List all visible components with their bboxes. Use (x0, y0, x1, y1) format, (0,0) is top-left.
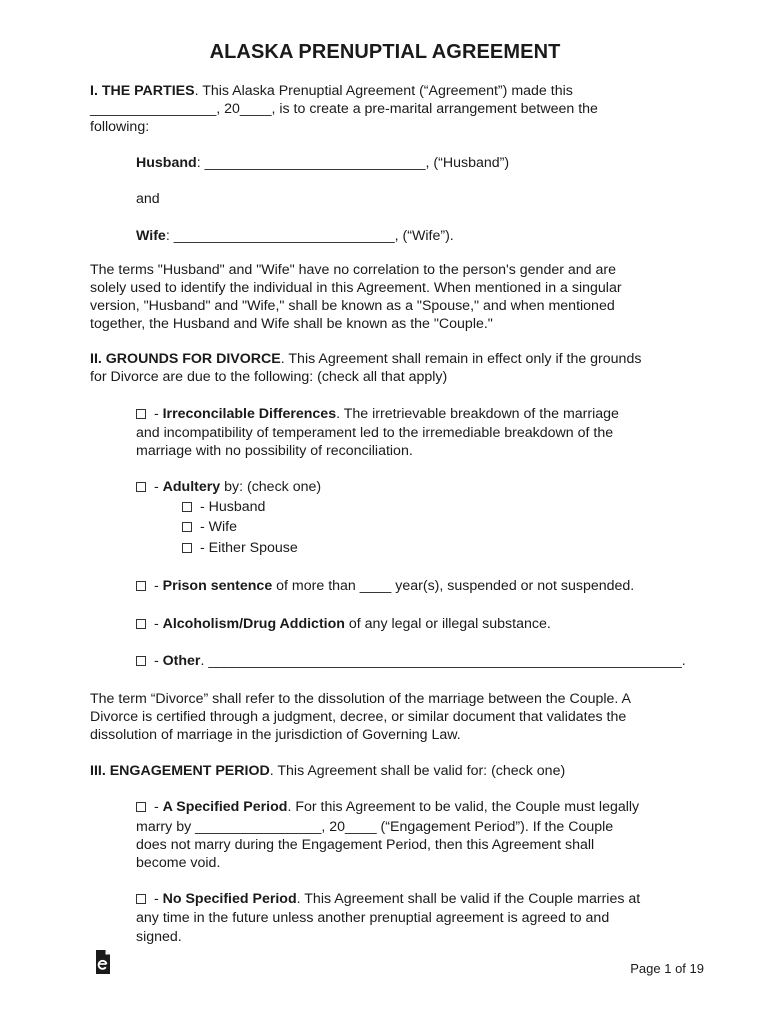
other-option (136, 652, 686, 670)
other-checkbox[interactable] (136, 656, 146, 666)
option-dash: - (150, 653, 163, 669)
grounds-line-1 (90, 350, 641, 368)
wife-line (136, 227, 454, 245)
document-title: ALASKA PRENUPTIAL AGREEMENT (209, 41, 561, 63)
husband-line (136, 154, 509, 172)
parties-heading: I. THE PARTIES (90, 83, 195, 99)
parties-line-1 (90, 82, 573, 100)
parties-line-2: ________________, 20____, is to create a pre-marital arrangement between the (90, 101, 598, 117)
prison-text: of more than ____ year(s), suspended or not suspended. (272, 578, 635, 594)
terms-line-1: The terms "Husband" and "Wife" have no correlation to the person's gender and are (90, 262, 617, 278)
grounds-line-2: for Divorce are due to the following: (check all that apply) (90, 369, 448, 385)
no-specified-period-line-2: any time in the future unless another prenuptial agreement is agreed to and (136, 910, 610, 926)
no-specified-period-text-1: . This Agreement shall be valid if the Couple marries at (296, 891, 641, 907)
specified-period-option (136, 798, 639, 816)
irreconcilable-option (136, 405, 619, 423)
wife-field: : ____________________________, (“Wife”). (165, 228, 454, 244)
adultery-wife-checkbox[interactable] (182, 522, 192, 532)
divorce-line-3: dissolution of marriage in the jurisdiction of Governing Law. (90, 727, 461, 743)
specified-period-line-2: marry by ________________, 20____ (“Engagement Period”). If the Couple (136, 819, 614, 835)
page-number: Page 1 of 19 (630, 961, 704, 976)
prison-option (136, 577, 634, 595)
specified-period-checkbox[interactable] (136, 802, 146, 812)
option-dash: - (196, 499, 209, 515)
husband-label: Husband (136, 155, 197, 171)
engagement-line-1 (90, 762, 565, 780)
no-specified-period-option (136, 890, 640, 908)
irreconcilable-line-2: and incompatibility of temperament led to the irremediable breakdown of the (136, 425, 614, 441)
option-dash: - (150, 799, 163, 815)
specified-period-line-3: does not marry during the Engagement Period, then this Agreement shall (136, 837, 595, 853)
eforms-logo-icon (94, 949, 112, 975)
prison-checkbox[interactable] (136, 581, 146, 591)
specified-period-text-1: . For this Agreement to be valid, the Couple must legally (287, 799, 640, 815)
specified-period-line-4: become void. (136, 855, 221, 871)
adultery-husband-option (182, 498, 265, 516)
option-dash: - (196, 540, 209, 556)
no-specified-period-line-3: signed. (136, 929, 182, 945)
alcohol-text: of any legal or illegal substance. (344, 616, 551, 632)
engagement-text-1: . This Agreement shall be valid for: (check one) (269, 763, 566, 779)
parties-line-3: following: (90, 119, 150, 135)
terms-line-4: together, the Husband and Wife shall be known as the "Couple." (90, 316, 493, 332)
specified-period-label: A Specified Period (162, 799, 288, 815)
option-dash: - (150, 406, 163, 422)
wife-label: Wife (136, 228, 166, 244)
adultery-either-option (182, 539, 298, 557)
no-specified-period-label: No Specified Period (162, 891, 297, 907)
and-text: and (136, 191, 160, 207)
prison-label: Prison sentence (162, 578, 273, 594)
irreconcilable-text-1: . The irretrievable breakdown of the marriage (336, 406, 619, 422)
irreconcilable-checkbox[interactable] (136, 409, 146, 419)
other-label: Other (162, 653, 201, 669)
irreconcilable-label: Irreconcilable Differences (162, 406, 337, 422)
husband-field: : ____________________________, (“Husband”) (196, 155, 510, 171)
adultery-either-checkbox[interactable] (182, 543, 192, 553)
parties-text-1: . This Alaska Prenuptial Agreement (“Agreement”) made this (194, 83, 573, 99)
adultery-husband-checkbox[interactable] (182, 502, 192, 512)
alcohol-label: Alcoholism/Drug Addiction (162, 616, 345, 632)
irreconcilable-line-3: marriage with no possibility of reconciliation. (136, 443, 413, 459)
no-specified-period-checkbox[interactable] (136, 894, 146, 904)
divorce-line-1: The term “Divorce” shall refer to the dissolution of the marriage between the Couple. A (90, 691, 631, 707)
adultery-wife-label: Wife (208, 519, 237, 535)
option-dash: - (150, 616, 163, 632)
option-dash: - (150, 578, 163, 594)
other-field: . ____________________________________________________________. (200, 653, 686, 669)
adultery-option (136, 478, 321, 496)
adultery-text: by: (check one) (220, 479, 322, 495)
adultery-wife-option (182, 518, 237, 536)
grounds-text-1: . This Agreement shall remain in effect only if the grounds (280, 351, 642, 367)
engagement-heading: III. ENGAGEMENT PERIOD (90, 763, 270, 779)
adultery-either-label: Either Spouse (208, 540, 298, 556)
option-dash: - (150, 891, 163, 907)
adultery-label: Adultery (162, 479, 221, 495)
grounds-heading: II. GROUNDS FOR DIVORCE (90, 351, 281, 367)
option-dash: - (196, 519, 209, 535)
terms-line-3: version, "Husband" and "Wife," shall be known as a "Spouse," and when mentioned (90, 298, 615, 314)
adultery-husband-label: Husband (208, 499, 266, 515)
adultery-checkbox[interactable] (136, 482, 146, 492)
alcohol-option (136, 615, 551, 633)
option-dash: - (150, 479, 163, 495)
divorce-line-2: Divorce is certified through a judgment, decree, or similar document that validates the (90, 709, 627, 725)
terms-line-2: solely used to identify the individual in this Agreement. When mentioned in a singular (90, 280, 622, 296)
alcohol-checkbox[interactable] (136, 619, 146, 629)
